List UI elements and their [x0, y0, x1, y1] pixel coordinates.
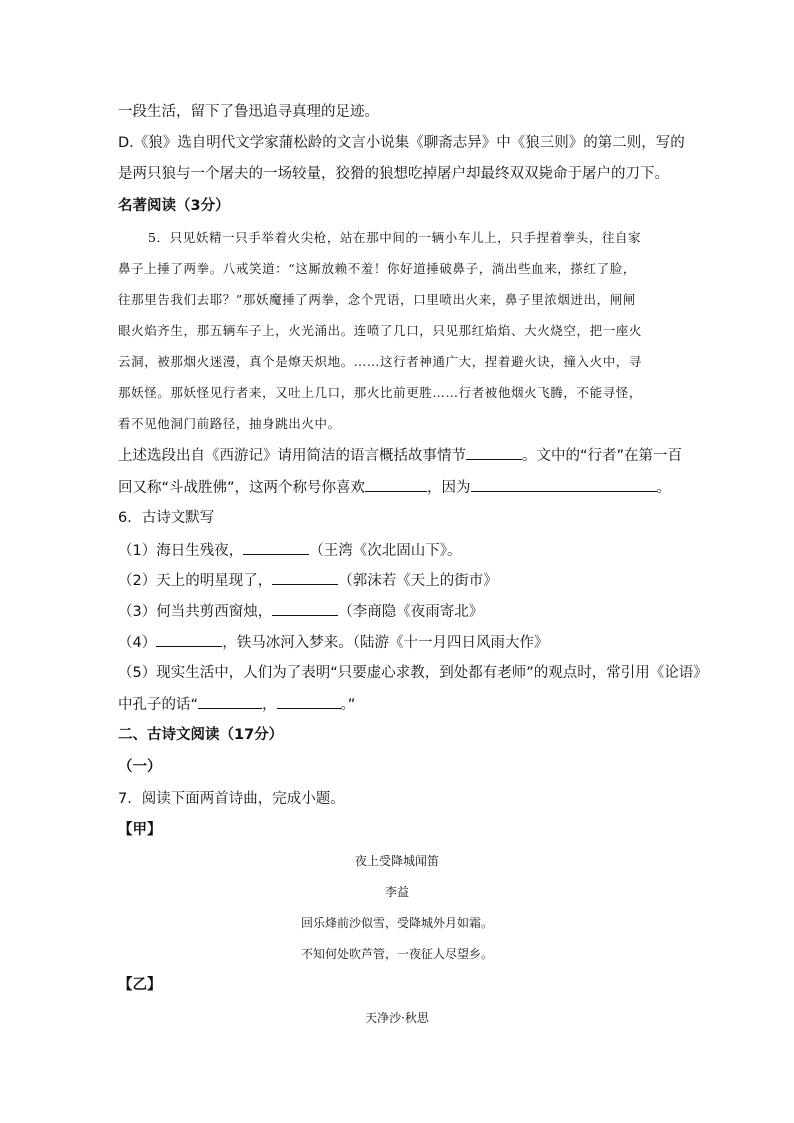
- answer-blank[interactable]: [198, 694, 262, 709]
- q6-text: （3）何当共剪西窗烛，: [118, 604, 273, 620]
- question-6-item: [118, 601, 698, 622]
- passage-line: 那妖怪。那妖怪见行者来，又吐上几口，那火比前更胜……行者被他烟火飞腾，不能寻怪，: [118, 385, 643, 400]
- q5-text: ，因为: [427, 480, 471, 496]
- answer-blank[interactable]: [365, 477, 427, 492]
- passage-line: 云洞，被那烟火迷漫，真个是燎天炽地。……这行者神通广大，捏着避火诀，撞入火中，寻: [118, 354, 643, 369]
- answer-blank[interactable]: [272, 601, 338, 616]
- poem-author: 李益: [384, 885, 409, 899]
- question-6-item: [118, 632, 698, 653]
- q5-text: 。: [656, 480, 672, 496]
- q6-text: 。”: [340, 697, 356, 713]
- poem-title: 天净沙·秋思: [365, 1011, 429, 1025]
- q6-text: ，: [262, 697, 277, 713]
- q5-text: 上述选段出自《西游记》请用简洁的语言概括故事情节: [118, 448, 466, 464]
- question-7: 7．阅读下面两首诗曲，完成小题。: [118, 791, 345, 807]
- q6-text: （2）天上的明星现了，: [118, 573, 273, 589]
- text-line: 是两只狼与一个屠夫的一场较量，狡猾的狼想吃掉屠户却最终双双毙命于屠户的刀下。: [118, 166, 669, 182]
- q6-text: （4）: [118, 635, 157, 651]
- question-5-line: [118, 445, 698, 466]
- poem-label-yi: 【乙】: [118, 977, 162, 993]
- question-6-title: 6．古诗文默写: [118, 510, 215, 526]
- q5-text: 。文中的“行者”在第一百: [522, 448, 683, 464]
- poem-title: 夜上受降城闻笛: [354, 854, 439, 868]
- subsection-heading: （一）: [118, 759, 162, 775]
- passage-line: 5．只见妖精一只手举着火尖枪，站在那中间的一辆小车儿上，只手捏着拳头，往自家: [148, 230, 642, 245]
- passage-line: 往那里告我们去耶？”那妖魔捶了两拳，念个咒语，口里喷出火来，鼻子里浓烟迸出，闸闸: [118, 292, 636, 307]
- answer-blank[interactable]: [243, 540, 309, 555]
- q6-text: （1）海日生残夜，: [118, 543, 244, 559]
- q6-text: （李商隐《夜雨寄北》: [338, 604, 484, 620]
- question-6-item: [118, 694, 698, 715]
- q6-text: （王湾《次北固山下》。: [309, 543, 462, 559]
- passage-line: 眼火焰齐生，那五辆车子上，火光涌出。连喷了几口，只见那红焰焰、大火烧空，把一座火: [118, 323, 643, 338]
- answer-blank[interactable]: [272, 570, 338, 585]
- question-6-item: （5）现实生活中，人们为了表明“只要虚心求教，到处都有老师”的观点时，常引用《论语》: [118, 665, 708, 681]
- section-heading-mingzhu: 名著阅读（3分）: [118, 198, 230, 214]
- question-6-item: [118, 570, 698, 591]
- passage-line: 看不见他洞门前路径，抽身跳出火中。: [118, 416, 341, 431]
- q6-text: 中孔子的话“: [118, 697, 199, 713]
- answer-blank[interactable]: [277, 694, 341, 709]
- section-heading-gushi: 二、古诗文阅读（17分）: [118, 727, 284, 743]
- answer-blank[interactable]: [471, 477, 657, 492]
- q6-text: （郭沫若《天上的街市》: [338, 573, 498, 589]
- text-line: 一段生活，留下了鲁迅追寻真理的足迹。: [118, 104, 379, 120]
- q6-text: ，铁马冰河入梦来。（陆游《十一月四日风雨大作》: [222, 635, 549, 651]
- question-6-item: [118, 540, 698, 561]
- answer-blank[interactable]: [466, 445, 522, 460]
- passage-line: 鼻子上捶了两拳。八戒笑道：“这厮放赖不羞！你好道捶破鼻子，淌出些血来，搽红了脸，: [118, 261, 636, 276]
- question-5-line: [118, 477, 698, 498]
- answer-blank[interactable]: [156, 632, 222, 647]
- poem-line: 不知何处吹芦管，一夜征人尽望乡。: [300, 947, 493, 961]
- poem-label-jia: 【甲】: [118, 822, 162, 838]
- poem-line: 回乐烽前沙似雪，受降城外月如霜。: [300, 916, 493, 930]
- text-line: D.《狼》选自明代文学家蒲松龄的文言小说集《聊斋志异》中《狼三则》的第二则，写的: [118, 135, 685, 151]
- q5-text: 回又称“斗战胜佛”，这两个称号你喜欢: [118, 480, 366, 496]
